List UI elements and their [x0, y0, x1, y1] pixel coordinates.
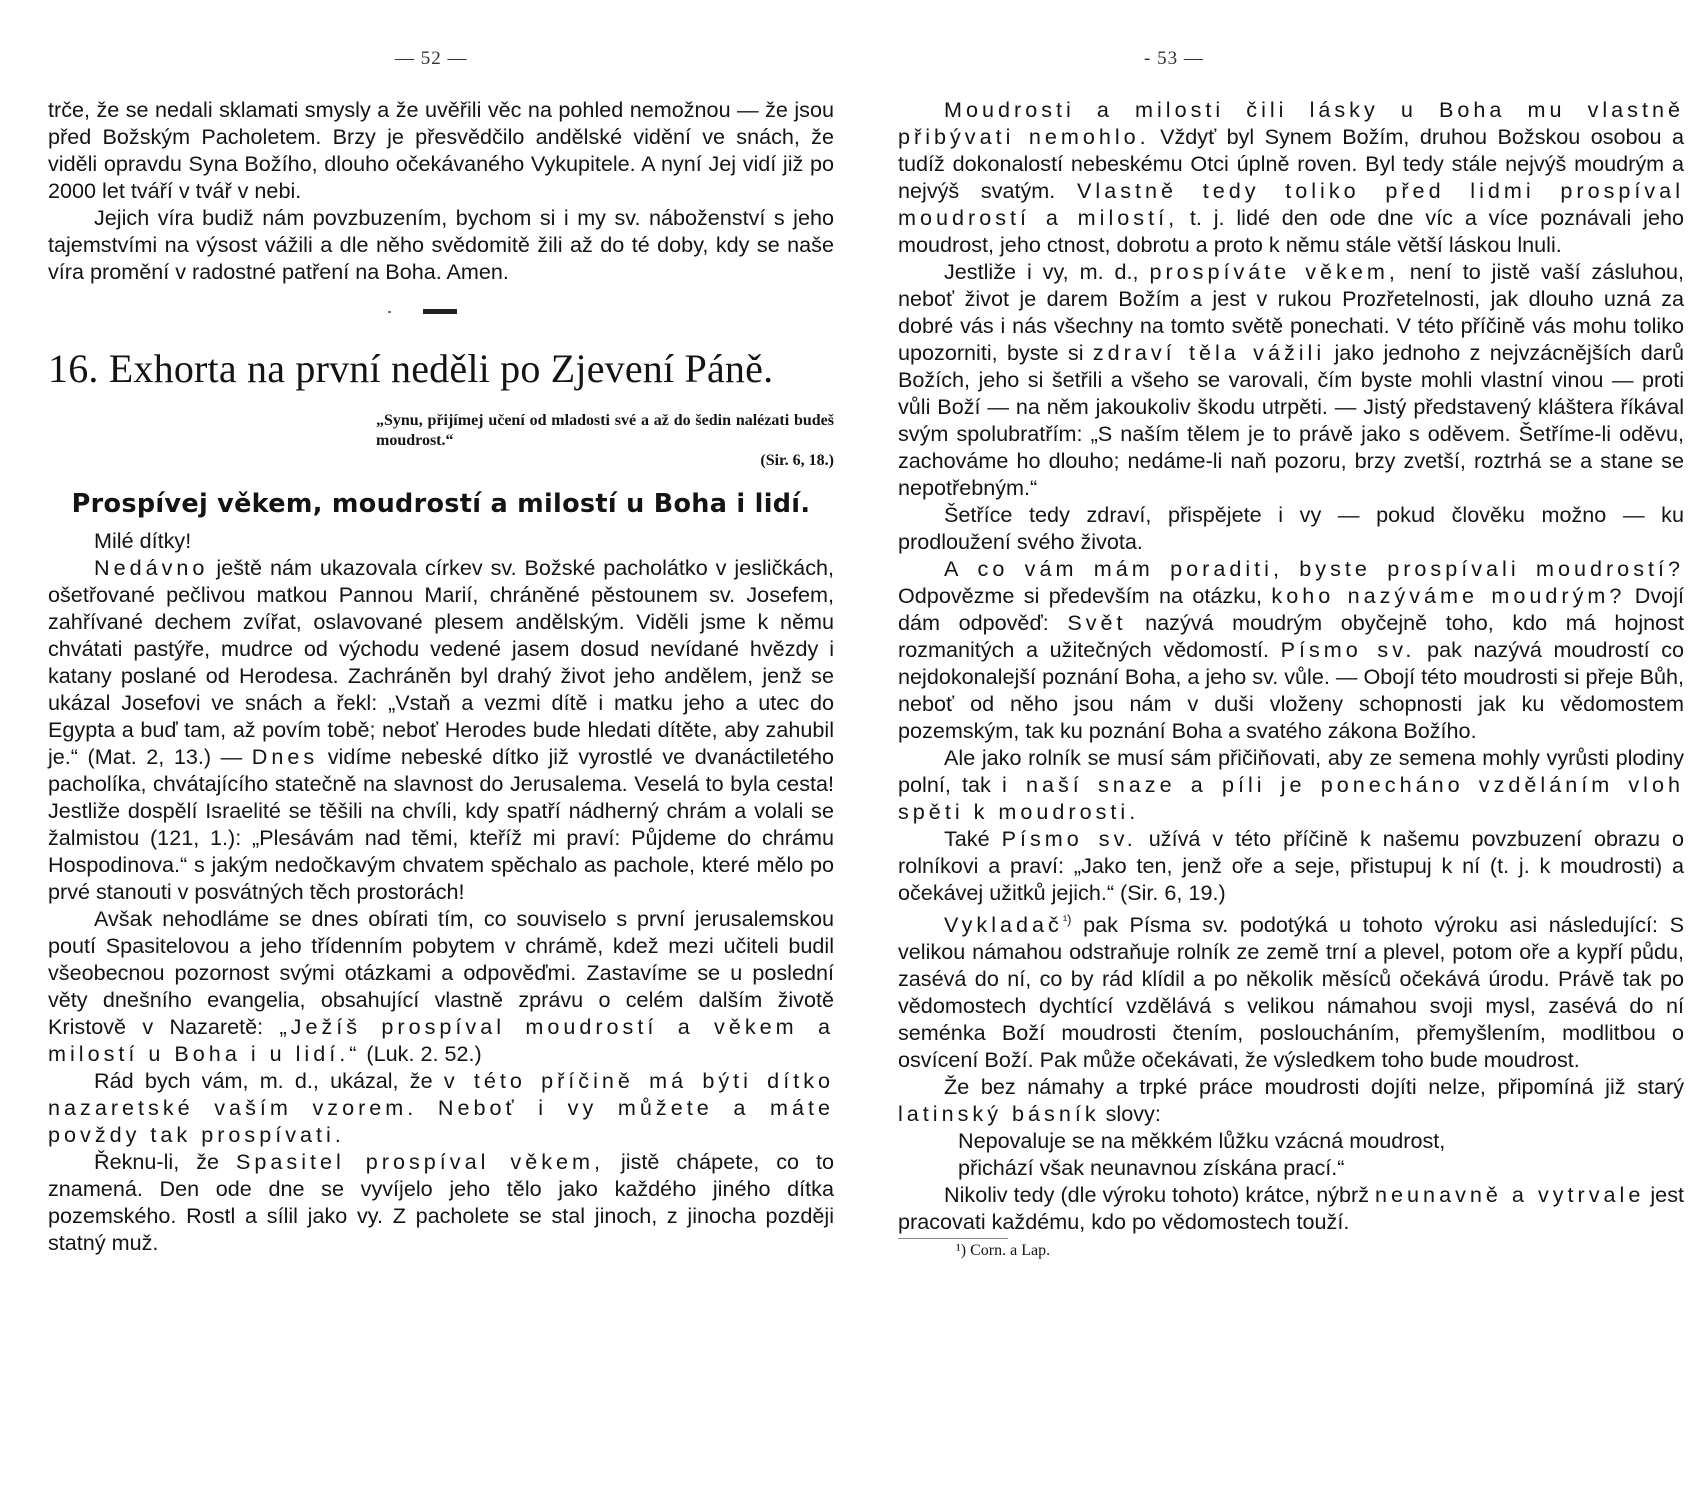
page-number: — 52 — [395, 48, 468, 69]
paragraph [898, 825, 1684, 906]
greeting: Milé dítky! [94, 528, 192, 553]
paragraph [898, 906, 1684, 1073]
text-column [898, 96, 1684, 1261]
text-run: není to jistě vaší zásluhou, neboť život je darem Božím a jest v rukou Prozřetelnosti, jak dlouho uzná za dobré vás i nás všechny na tomto světě ponechati. V této příčině vás mohu toliko upozorniti, byste si [898, 259, 1684, 365]
paragraph [48, 905, 834, 1067]
spaced-text: latinský básník [898, 1101, 1100, 1127]
spaced-text: Svět [1067, 610, 1127, 635]
footnote-marker: ¹) [1062, 912, 1072, 927]
paragraph [48, 1148, 834, 1256]
page-number: - 53 — [1144, 48, 1204, 69]
spaced-text: Písmo sv. [1001, 826, 1137, 851]
verse-line: Nepovaluje se na měkkém lůžku vzácná moudrost, [958, 1128, 1446, 1154]
spaced-text: „Ježíš prospíval moudrostí a věkem a milostí u Boha i u lidí.“ [48, 1014, 835, 1066]
paragraph [898, 96, 1684, 258]
text-column [48, 96, 834, 1256]
spaced-text: v této příčině má býti dítko nazaretské vaším vzorem. Neboť i vy můžete a máte povždy tak prospívati. [48, 1068, 834, 1147]
spaced-text: Dnes [251, 744, 319, 769]
text-run: pak nazývá moudrostí co nejdokonalejší poznání Boha, a jeho sv. vůle. — Obojí této moudrosti si přeje Bůh, neboť od něho jsou nám v duši vloženy schopnosti jak ku vědomostem pozemským, tak ku poznání Boha a svatého zákona Božího. [898, 637, 1685, 743]
spaced-text: A co vám mám poraditi, byste prospívali moudrostí? [944, 556, 1684, 581]
chapter-title: 16. Exhorta na první neděli po Zjevení Páně. [48, 346, 774, 391]
text-run: jistě chápete, co to znamená. Den ode dne se vyvíjelo jeho tělo jako každého jiného dítka pozemského. Rostl a sílil jako vy. Z pacholete se stal jinoch, z jinocha později statný muž. [48, 1149, 834, 1255]
text-run: t. j. lidé den ode dne víc a více poznávali jeho moudrost, jeho ctnost, dobrotu a proto k němu stále větší láskou lnuli. [898, 205, 1684, 257]
spaced-text: Vykladač [944, 912, 1063, 938]
paragraph: Šetříce tedy zdraví, přispějete i vy — pokud člověku možno — ku prodloužení svého života. [898, 502, 1684, 554]
spaced-text: zdraví těla vážili [1092, 340, 1326, 365]
spaced-text: neunavně a vytrvale [1375, 1182, 1645, 1208]
reference: (Luk. 2. 52.) [360, 1041, 482, 1066]
epigraph-source: (Sir. 6, 18.) [760, 452, 834, 469]
text-run: Avšak nehodláme se dnes obírati tím, co souviselo s první jerusalemskou poutí Spasitelovou a jeho třídenním pobytem v chrámě, kdež mezi učiteli budil všeobecnou pozornost svými otázkami a odpověďmi. Zastavíme se u poslední věty dnešního evangelia, obsahující vlastně zprávu o celém dalším životě Kristově v Nazaretě: [48, 906, 834, 1039]
text-run: ještě nám ukazovala církev sv. Božské pacholátko v jesličkách, ošetřované pečlivou matkou Pannou Marií, chráněné pěstounem sv. Josefem, zahřívané dechem zvířat, oslavované plesem andělským. Viděli jsme k němu chvátati pastýře, mudrce od východu vedené jasem dosud nevídané hvězdy i katany poslané od Herodesa. Zachráněn byl drahý život jeho andělem, jenž se ukázal Josefovi ve snách a řekl: „Vstaň a vezmi dítě i matku jeho a utec do Egypta a buď tam, až povím tobě; neboť Herodes bude hledati dítěte, aby zahubil je.“ (Mat. 2, 13.) — [48, 555, 834, 769]
text-run: slovy: [1099, 1101, 1161, 1127]
footnote: ¹) Corn. a Lap. [898, 1241, 1684, 1261]
epigraph-text: „Synu, přijímej učení od mladosti své a až do šedin nalézati budeš moudrost.“ [376, 412, 834, 449]
spaced-text: Písmo sv. [1280, 637, 1416, 662]
text-run: Řeknu-li, že [94, 1149, 236, 1174]
text-run: jako jednoho z nejvzácnějších darů Božích, jeho si šetřili a všeho se varovali, čím byste mohli vlastní vinou — proti vůli Boží — na něm jakoukoliv škodu utrpěti. — Jistý představený kláštera říkával svým spolubratřím: „S naším tělem je to právě jako s oděvem. Šetříme-li oděvu, zachováme ho dlouho; nedáme-li naň pozoru, brzy zvetší, roztrhá se a stane se nepotřebným.“ [898, 340, 1684, 500]
text-run: Vždyť byl Synem Božím, druhou Božskou osobou a tudíž dokonalostí nebeskému Otci úplně roven. Byl tedy stále nejvýš moudrým a nejvýš svatým. [898, 124, 1684, 203]
text-run: Také [944, 826, 1002, 851]
paragraph [48, 554, 834, 905]
paragraph [898, 1181, 1684, 1235]
text-run: Nikoliv tedy (dle výroku tohoto) krátce, nýbrž [944, 1182, 1376, 1208]
section-subtitle: Prospívej věkem, moudrostí a milostí u Boha i lidí. [71, 489, 811, 519]
text-run: Odpovězme si především na otázku, [898, 583, 1272, 608]
paragraph [898, 744, 1684, 825]
text-run: nazývá moudrým obyčejně toho, kdo má hojnost rozmanitých a užitečných vědomostí. [898, 610, 1684, 662]
text-run: Ale jako rolník se musí sám přičiňovati, aby ze semena mohly vyrůsti plodiny polní, tak [898, 745, 1684, 797]
spaced-text: Spasitel prospíval věkem, [235, 1149, 604, 1174]
spaced-text: i naší snaze a píli je ponecháno vzděláním vloh spěti k moudrosti. [898, 772, 1684, 824]
right-page [849, 0, 1698, 1500]
spaced-text: Vlastně tedy toliko před lidmi prospíval moudrostí a milostí, [898, 178, 1684, 230]
text-run: Jestliže i vy, m. d., [944, 259, 1150, 284]
paragraph [48, 1067, 834, 1148]
text-run: užívá v této příčině k našemu povzbuzení obrazu o rolníkovi a praví: „Jako ten, jenž oře a seje, přistupuj k ní (t. j. k moudrosti) a očekávej užitků jejich.“ (Sir. 6, 19.) [898, 826, 1684, 905]
verse-line: přichází však neunavnou získána prací.“ [958, 1155, 1345, 1181]
epigraph [376, 411, 834, 471]
paragraph [898, 1073, 1684, 1127]
spaced-text: prospíváte věkem, [1149, 259, 1399, 284]
text-run: Rád bych vám, m. d., ukázal, že [94, 1068, 444, 1093]
text-run: vidíme nebeské dítko již vyrostlé ve dvanáctiletého pacholíka, chvátajícího statečně na slavnost do Jerusalema. Veselá to byla cesta! Jestliže dospělí Israelité se těšili na chvíli, kdy spatří nádherný chrám a volali se žalmistou (121, 1.): „Plesávám nad těmi, kteříž mi praví: Půjdeme do chrámu Hospodinova.“ s jakým nedočkavým chvatem spěchalo as pachole, které mělo po prvé stanouti v posvátných těch prostorách! [48, 744, 834, 904]
text-run: pak Písma sv. podotýká u tohoto výroku asi následující: S velikou námahou odstraňuje rolník ze země trní a plevel, potom oře a kypří půdu, zasévá do ní, co by rád klídil a po několik měsíců očekává úrodu. Právě tak po vědomostech dychtící vzdělává s velikou námahou svoji mysl, zasévá do ní seménka Boží moudrosti čtením, posloucháním, přemyšlením, modlitbou o osvícení Boží. Pak může očekávati, že výsledkem toho bude moudrost. [898, 912, 1684, 1073]
spaced-text: Moudrosti a milosti čili lásky u Boha mu vlastně přibývati nemohlo. [898, 97, 1684, 149]
paragraph [898, 555, 1684, 744]
text-run: jest pracovati každému, kdo po vědomostech touží. [898, 1182, 1684, 1235]
text-run: Že bez námahy a trpké práce moudrosti dojíti nelze, připomíná již starý [944, 1074, 1684, 1100]
section-divider [48, 285, 834, 341]
spaced-text: Nedávno [94, 555, 209, 580]
paragraph: trče, že se nedali sklamati smysly a že uvěřili věc na pohled nemožnou — že jsou před Božským Pacholetem. Brzy je přesvědčilo andělské vidění ve snách, že viděli opravdu Syna Božího, dlouho očekávaného Vykupitele. A nyní Jej vidí již po 2000 let tváří v tvář v nebi. [48, 97, 834, 203]
paragraph: Jejich víra budiž nám povzbuzením, bychom si i my sv. náboženství s jeho tajemstvími na výsost vážili a dle něho svědomitě žili až do té doby, kdy se naše víra promění v radostné patření na Boha. Amen. [48, 205, 834, 284]
spaced-text: koho nazýváme moudrým? [1271, 583, 1626, 608]
paragraph [898, 258, 1684, 501]
text-run: Dvojí dám odpověď: [898, 583, 1684, 635]
